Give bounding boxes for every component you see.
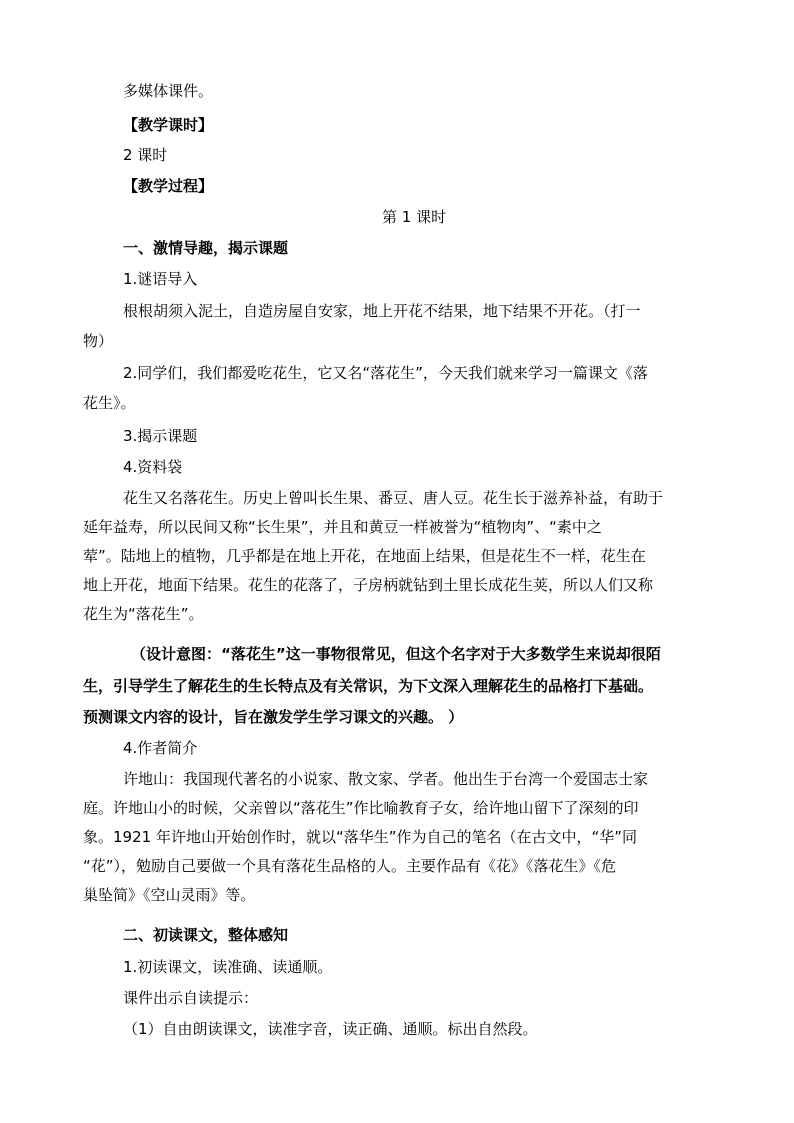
teaching-hours-heading: 【教学课时】 (123, 116, 214, 134)
paragraph-line: （设计意图：“落花生”这一事物很常见，但这个名字对于大多数学生来说却很陌 (131, 645, 661, 663)
paragraph-line: 花生为“落花生”。 (83, 605, 204, 623)
paragraph-line: 生，引导学生了解花生的生长特点及有关常识，为下文深入理解花生的品格打下基础。 (83, 677, 654, 695)
riddle-paragraph (83, 301, 723, 353)
lesson-title: 第 1 课时 (382, 208, 447, 226)
teaching-hours-value: 2 课时 (123, 146, 168, 164)
author-intro-item: 4.作者简介 (123, 739, 198, 757)
info-bag-item: 4.资料袋 (123, 458, 183, 476)
riddle-intro-item: 1.谜语导入 (123, 270, 198, 288)
paragraph-line: 2.同学们，我们都爱吃花生，它又名“落花生”，今天我们就来学习一篇课文《落 (123, 364, 648, 382)
reveal-title-item: 3.揭示课题 (123, 427, 198, 445)
paragraph-line: “花”），勉励自己要做一个具有落花生品格的人。主要作品有《花》《落花生》《危 (83, 857, 617, 875)
first-reading-item: 1.初读课文，读准确、读通顺。 (123, 958, 333, 976)
paragraph-line: 许地山：我国现代著名的小说家、散文家、学者。他出生于台湾一个爱国志士家 (123, 770, 649, 788)
section-heading-1: 一、激情导趣，揭示课题 (123, 239, 289, 257)
paragraph-line: 荤”。陆地上的植物，几乎都是在地上开花，在地面上结果，但是花生不一样，花生在 (83, 547, 646, 565)
paragraph-line: 根根胡须入泥土，自造房屋自安家，地上开花不结果，地下结果不开花。（打一 (123, 302, 641, 320)
paragraph-line: 预测课文内容的设计，旨在激发学生学习课文的兴趣。 ） (83, 708, 464, 726)
paragraph-line: 花生又名落花生。历史上曾叫长生果、番豆、唐人豆。花生长于滋养补益，有助于 (123, 489, 664, 507)
info-bag-paragraph (83, 488, 723, 628)
paragraph-line: 巢坠简》《空山灵雨》等。 (83, 886, 256, 904)
paragraph-line: 庭。许地山小的时候，父亲曾以“落花生”作比喻教育子女，给许地山留下了深刻的印 (83, 799, 639, 817)
item-2-paragraph (83, 363, 723, 415)
paragraph-line: 花生》。 (83, 394, 136, 412)
paragraph-line: 延年益寿，所以民间又称“长生果”，并且和黄豆一样被誉为“植物肉”、“素中之 (83, 518, 602, 536)
teaching-process-heading: 【教学过程】 (123, 177, 214, 195)
paragraph-line: 地上开花，地面下结果。花生的花落了，子房柄就钻到土里长成花生荚，所以人们又称 (83, 576, 654, 594)
materials-line: 多媒体课件。 (123, 82, 214, 100)
section-heading-2: 二、初读课文，整体感知 (123, 926, 289, 944)
author-paragraph (83, 769, 723, 909)
paragraph-line: 象。1921 年许地山开始创作时，就以“落华生”作为自己的笔名（在古文中，“华”同 (83, 828, 638, 846)
paragraph-line: 物） (83, 332, 114, 350)
self-reading-prompt: 课件出示自读提示： (123, 989, 259, 1007)
self-reading-tip-1: （1）自由朗读课文，读准字音，读正确、通顺。标出自然段。 (123, 1020, 538, 1038)
design-intent-paragraph (83, 644, 731, 728)
